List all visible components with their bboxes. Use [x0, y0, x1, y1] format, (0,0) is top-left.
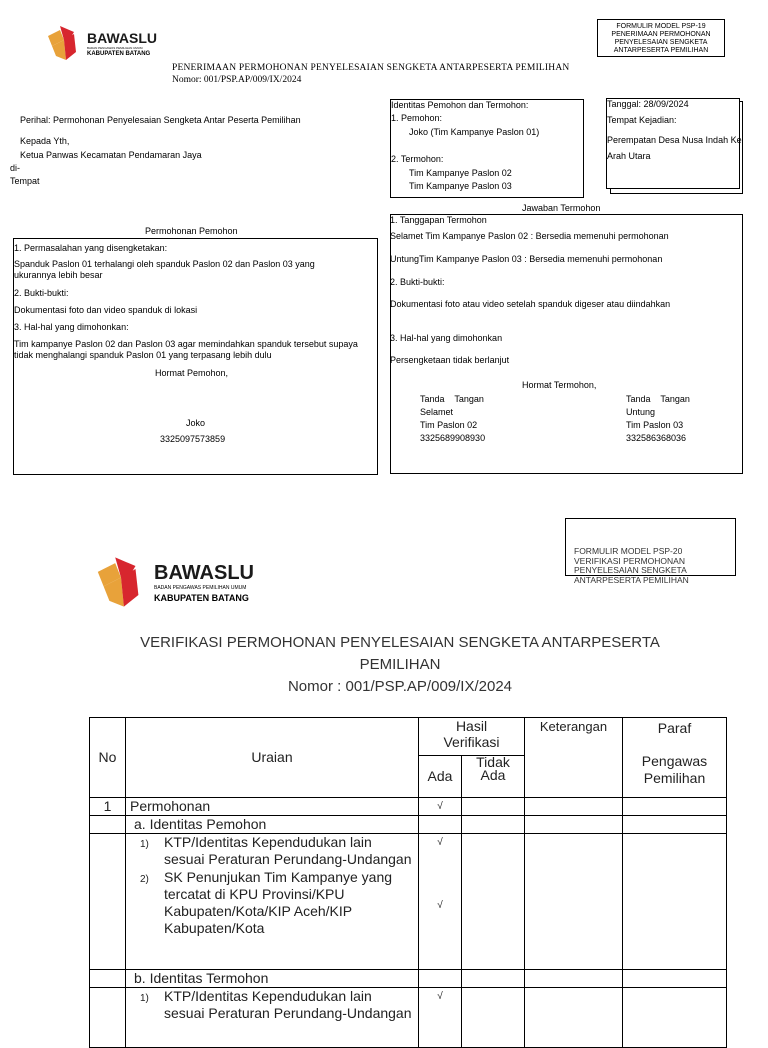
empty-cell [623, 988, 727, 1048]
termohon-item-label: 2. Bukti-bukti: [390, 277, 445, 287]
check-mark: √ [419, 988, 462, 1048]
model-line: PENYELESAIAN SENGKETA [614, 39, 708, 46]
form2-model-text [574, 547, 689, 585]
bawaslu-emblem-icon [92, 553, 150, 611]
empty-cell [623, 834, 727, 970]
row-uraian: b. Identitas Termohon [126, 970, 419, 988]
model-line: ANTARPESERTA PEMILIHAN [574, 574, 689, 585]
kepada: Kepada Yth, [20, 136, 70, 146]
logo-region: KABUPATEN BATANG [87, 51, 151, 57]
pemohon-signer: Joko [186, 418, 206, 428]
item-number: 1) [140, 993, 149, 1004]
header-keterangan: Keterangan [525, 718, 623, 798]
table-row [90, 834, 727, 970]
item-number: 2) [140, 874, 149, 885]
pemohon-item-text: Dokumentasi foto dan video spanduk di lokasi [14, 305, 198, 315]
pengawas-label: Pengawas Pemilihan [641, 753, 708, 786]
hormat-termohon: Hormat Termohon, [522, 380, 597, 390]
pemohon-name: Joko (Tim Kampanye Paslon 01) [409, 127, 540, 137]
header-uraian: Uraian [126, 718, 419, 798]
logo-name: BAWASLU [87, 30, 157, 46]
termohon-item-text: UntungTim Kampanye Paslon 03 : Bersedia memenuhi permohonan [390, 254, 663, 264]
empty-cell [462, 798, 525, 816]
table-row [90, 988, 727, 1048]
verification-table [89, 717, 727, 1048]
form2-title-line1: VERIFIKASI PERMOHONAN PENYELESAIAN SENGKETA ANTARPESERTA [140, 634, 660, 651]
item-text: SK Penunjukan Tim Kampanye yang tercatat di KPU Provinsi/KPU Kabupaten/Kota/KIP Aceh/KIP Kabupaten/Kota [164, 869, 393, 936]
row-uraian: Permohonan [126, 798, 419, 816]
bawaslu-logo-large [92, 553, 277, 613]
form2-nomor: Nomor : 001/PSP.AP/009/IX/2024 [287, 678, 513, 695]
row-uraian: a. Identitas Pemohon [126, 816, 419, 834]
table-row [90, 816, 727, 834]
identitas-heading: Identitas Pemohon dan Termohon: [391, 100, 529, 110]
pemohon-label: 1. Pemohon: [391, 113, 443, 123]
item-number: 1) [140, 839, 149, 850]
form1-model-box [597, 19, 725, 57]
empty-cell [419, 816, 462, 834]
empty-cell [419, 970, 462, 988]
sig-line: Tim Paslon 03 [626, 420, 684, 430]
sig-line: 3325689908930 [420, 433, 486, 443]
row-uraian [126, 834, 419, 970]
sig-line: Untung [626, 407, 656, 417]
pemohon-item-label: 3. Hal-hal yang dimohonkan: [14, 322, 129, 332]
empty-cell [623, 816, 727, 834]
table-row [90, 970, 727, 988]
logo-region: KABUPATEN BATANG [154, 593, 249, 603]
form1-title: PENERIMAAN PERMOHONAN PENYELESAIAN SENGKETA ANTARPESERTA PEMILIHAN [172, 63, 570, 73]
header-hasil: Hasil Verifikasi [419, 718, 525, 756]
table-row [90, 798, 727, 816]
termohon-item-text: Selamet Tim Kampanye Paslon 02 : Bersedia memenuhi permohonan [390, 231, 669, 241]
row-no: 1 [90, 798, 126, 816]
empty-cell [623, 970, 727, 988]
termohon-item-text: Persengketaan tidak berlanjut [390, 355, 510, 365]
empty-cell [462, 988, 525, 1048]
termohon-label: 2. Termohon: [391, 154, 444, 164]
pemohon-section-heading: Permohonan Pemohon [145, 226, 238, 236]
tempat-kejadian-label: Tempat Kejadian: [607, 115, 677, 125]
form2-title-line2: PEMILIHAN [359, 656, 441, 673]
di: di- [10, 163, 21, 173]
termohon-item-label: 3. Hal-hal yang dimohonkan [390, 333, 503, 343]
empty-cell [90, 834, 126, 970]
header-tidak-ada: Tidak Ada [462, 756, 525, 798]
termohon-sig-right [626, 393, 690, 445]
model-line: FORMULIR MODEL PSP-20 [574, 546, 683, 556]
logo-tagline: BADAN PENGAWAS PEMILIHAN UMUM [154, 585, 247, 591]
hormat-pemohon: Hormat Pemohon, [155, 368, 229, 378]
bawaslu-logo-top [44, 24, 168, 64]
termohon-name: Tim Kampanye Paslon 03 [409, 181, 512, 191]
check-mark: √ [437, 900, 443, 911]
header-no: No [90, 718, 126, 798]
termohon-item-text: Dokumentasi foto atau video setelah spanduk digeser atau diindahkan [390, 299, 671, 309]
termohon-item-label: 1. Tanggapan Termohon [390, 215, 487, 225]
ketua: Ketua Panwas Kecamatan Pendamaran Jaya [20, 150, 202, 160]
empty-cell [525, 816, 623, 834]
tempat-kejadian: Perempatan Desa Nusa Indah Ke Arah Utara [607, 135, 742, 161]
header-ada: Ada [419, 756, 462, 798]
model-line: VERIFIKASI PERMOHONAN [574, 555, 685, 566]
empty-cell [90, 970, 126, 988]
pemohon-item-label: 2. Bukti-bukti: [14, 288, 69, 298]
item-text: KTP/Identitas Kependudukan lain sesuai Peraturan Perundang-Undangan [164, 834, 412, 867]
model-line: PENERIMAAN PERMOHONAN [611, 31, 711, 38]
check-mark: √ [419, 798, 462, 816]
tempat: Tempat [10, 176, 40, 186]
empty-cell [525, 834, 623, 970]
empty-cell [462, 834, 525, 970]
sig-line: 332586368036 [626, 433, 687, 443]
empty-cell [525, 798, 623, 816]
termohon-section-heading: Jawaban Termohon [522, 203, 601, 213]
logo-tagline: BADAN PENGAWAS PEMILIHAN UMUM [87, 46, 143, 50]
empty-cell [623, 798, 727, 816]
check-mark: √ [437, 837, 443, 848]
header-paraf [623, 718, 727, 798]
item-text: KTP/Identitas Kependudukan lain sesuai Peraturan Perundang-Undangan [164, 988, 412, 1021]
empty-cell [462, 816, 525, 834]
form2-title [100, 632, 700, 698]
tanggal-date: Tanggal: 28/09/2024 [607, 99, 689, 109]
paraf-label: Paraf [657, 720, 692, 736]
sig-line: Selamet [420, 407, 454, 417]
pemohon-item-text: Spanduk Paslon 01 terhalangi oleh spanduk Paslon 02 dan Paslon 03 yang ukurannya lebih besar [14, 259, 315, 280]
form1-nomor: Nomor: 001/PSP.AP/009/IX/2024 [172, 75, 302, 85]
logo-name: BAWASLU [154, 562, 254, 584]
empty-cell [90, 988, 126, 1048]
empty-cell [525, 970, 623, 988]
sig-line: Tanda Tangan [420, 394, 484, 404]
check-cell [419, 834, 462, 970]
empty-cell [525, 988, 623, 1048]
empty-cell [462, 970, 525, 988]
table-header-row [90, 718, 727, 756]
model-line: PENYELESAIAN SENGKETA [574, 565, 687, 575]
sig-line: Tim Paslon 02 [420, 420, 478, 430]
model-line: FORMULIR MODEL PSP-19 [616, 23, 706, 30]
pemohon-item-text: Tim kampanye Paslon 02 dan Paslon 03 agar memindahkan spanduk tersebut supaya tidak menghalangi spanduk Paslon 01 yang terpasang lebih dulu [14, 339, 358, 360]
empty-cell [90, 816, 126, 834]
perihal: Perihal: Permohonan Penyelesaian Sengketa Antar Peserta Pemilihan [20, 115, 301, 125]
pemohon-nik: 3325097573859 [160, 434, 226, 444]
row-uraian [126, 988, 419, 1048]
pemohon-item-label: 1. Permasalahan yang disengketakan: [14, 243, 168, 253]
termohon-sig-left [420, 393, 485, 445]
termohon-name: Tim Kampanye Paslon 02 [409, 168, 512, 178]
model-line: ANTARPESERTA PEMILIHAN [613, 47, 709, 54]
bawaslu-emblem-icon [44, 24, 84, 62]
sig-line: Tanda Tangan [626, 394, 690, 404]
